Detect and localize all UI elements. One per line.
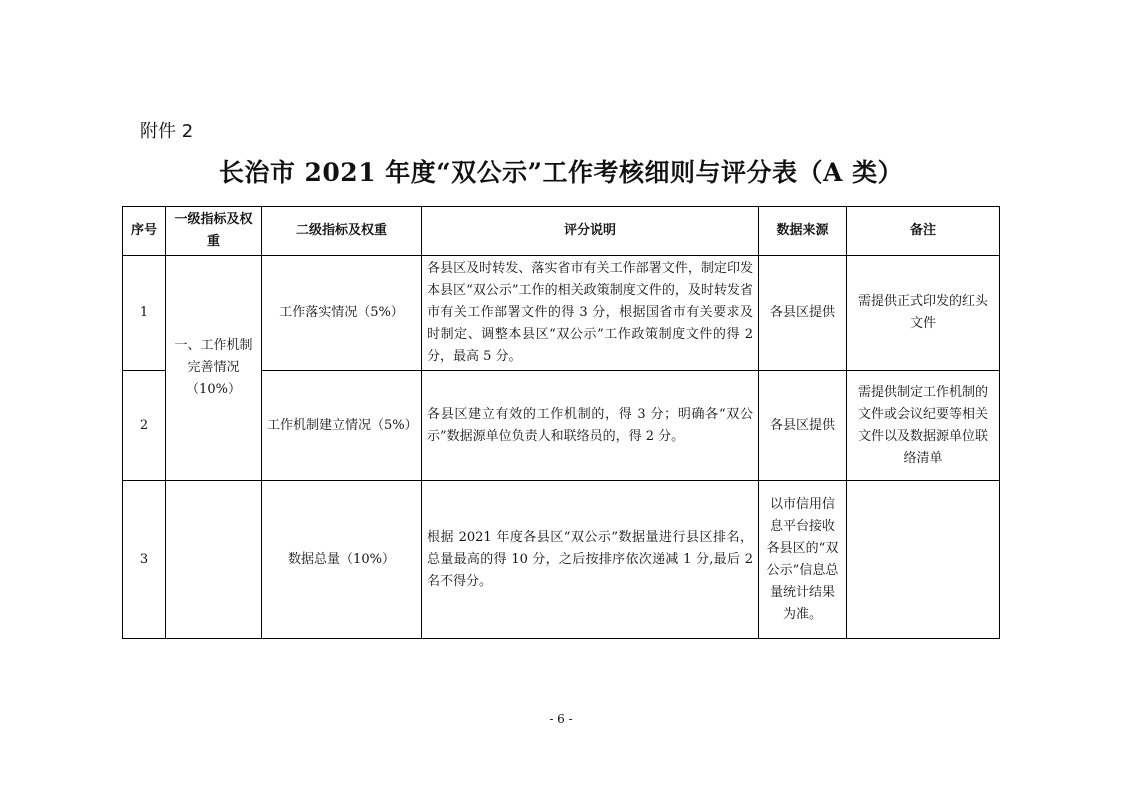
- table-row: [123, 256, 1000, 371]
- table-header-row: [123, 207, 1000, 256]
- row-index: 2: [123, 371, 166, 481]
- header-index: 序号: [123, 207, 166, 256]
- note-cell: 需提供制定工作机制的文件或会议纪要等相关文件以及数据源单位联络清单: [847, 371, 1000, 481]
- header-desc: 评分说明: [422, 207, 759, 256]
- page-number: - 6 -: [549, 712, 573, 726]
- note-cell: [847, 481, 1000, 639]
- note-cell: 需提供正式印发的红头文件: [847, 256, 1000, 371]
- desc-cell: 各县区建立有效的工作机制的，得 3 分；明确各“双公示”数据源单位负责人和联络员的，得 2 分。: [422, 371, 759, 481]
- level2-cell: 数据总量（10%）: [262, 481, 422, 639]
- level2-cell: 工作机制建立情况（5%）: [262, 371, 422, 481]
- source-cell: 以市信用信息平台接收各县区的“双公示”信息总量统计结果为准。: [759, 481, 847, 639]
- header-note: 备注: [847, 207, 1000, 256]
- desc-cell: 各县区及时转发、落实省市有关工作部署文件，制定印发本县区“双公示”工作的相关政策制度文件的，及时转发省市有关工作部署文件的得 3 分，根据国省市有关要求及时制定、调整本县区“双公示”工作政策制度文件的得 2 分，最高 5 分。: [422, 256, 759, 371]
- row-index: 1: [123, 256, 166, 371]
- attachment-label: 附件 2: [140, 121, 194, 142]
- header-source: 数据来源: [759, 207, 847, 256]
- header-level1: 一级指标及权重: [166, 207, 262, 256]
- source-cell: 各县区提供: [759, 256, 847, 371]
- level1-cell: 一、工作机制完善情况（10%）: [166, 256, 262, 481]
- table-row: [123, 481, 1000, 639]
- level2-cell: 工作落实情况（5%）: [262, 256, 422, 371]
- row-index: 3: [123, 481, 166, 639]
- document-title: 长治市 2021 年度“双公示”工作考核细则与评分表（A 类）: [218, 158, 904, 187]
- desc-cell: 根据 2021 年度各县区“双公示”数据量进行县区排名，总量最高的得 10 分，之后按排序依次递减 1 分,最后 2 名不得分。: [422, 481, 759, 639]
- source-cell: 各县区提供: [759, 371, 847, 481]
- scoring-table: [122, 206, 1000, 639]
- header-level2: 二级指标及权重: [262, 207, 422, 256]
- level1-cell: [166, 481, 262, 639]
